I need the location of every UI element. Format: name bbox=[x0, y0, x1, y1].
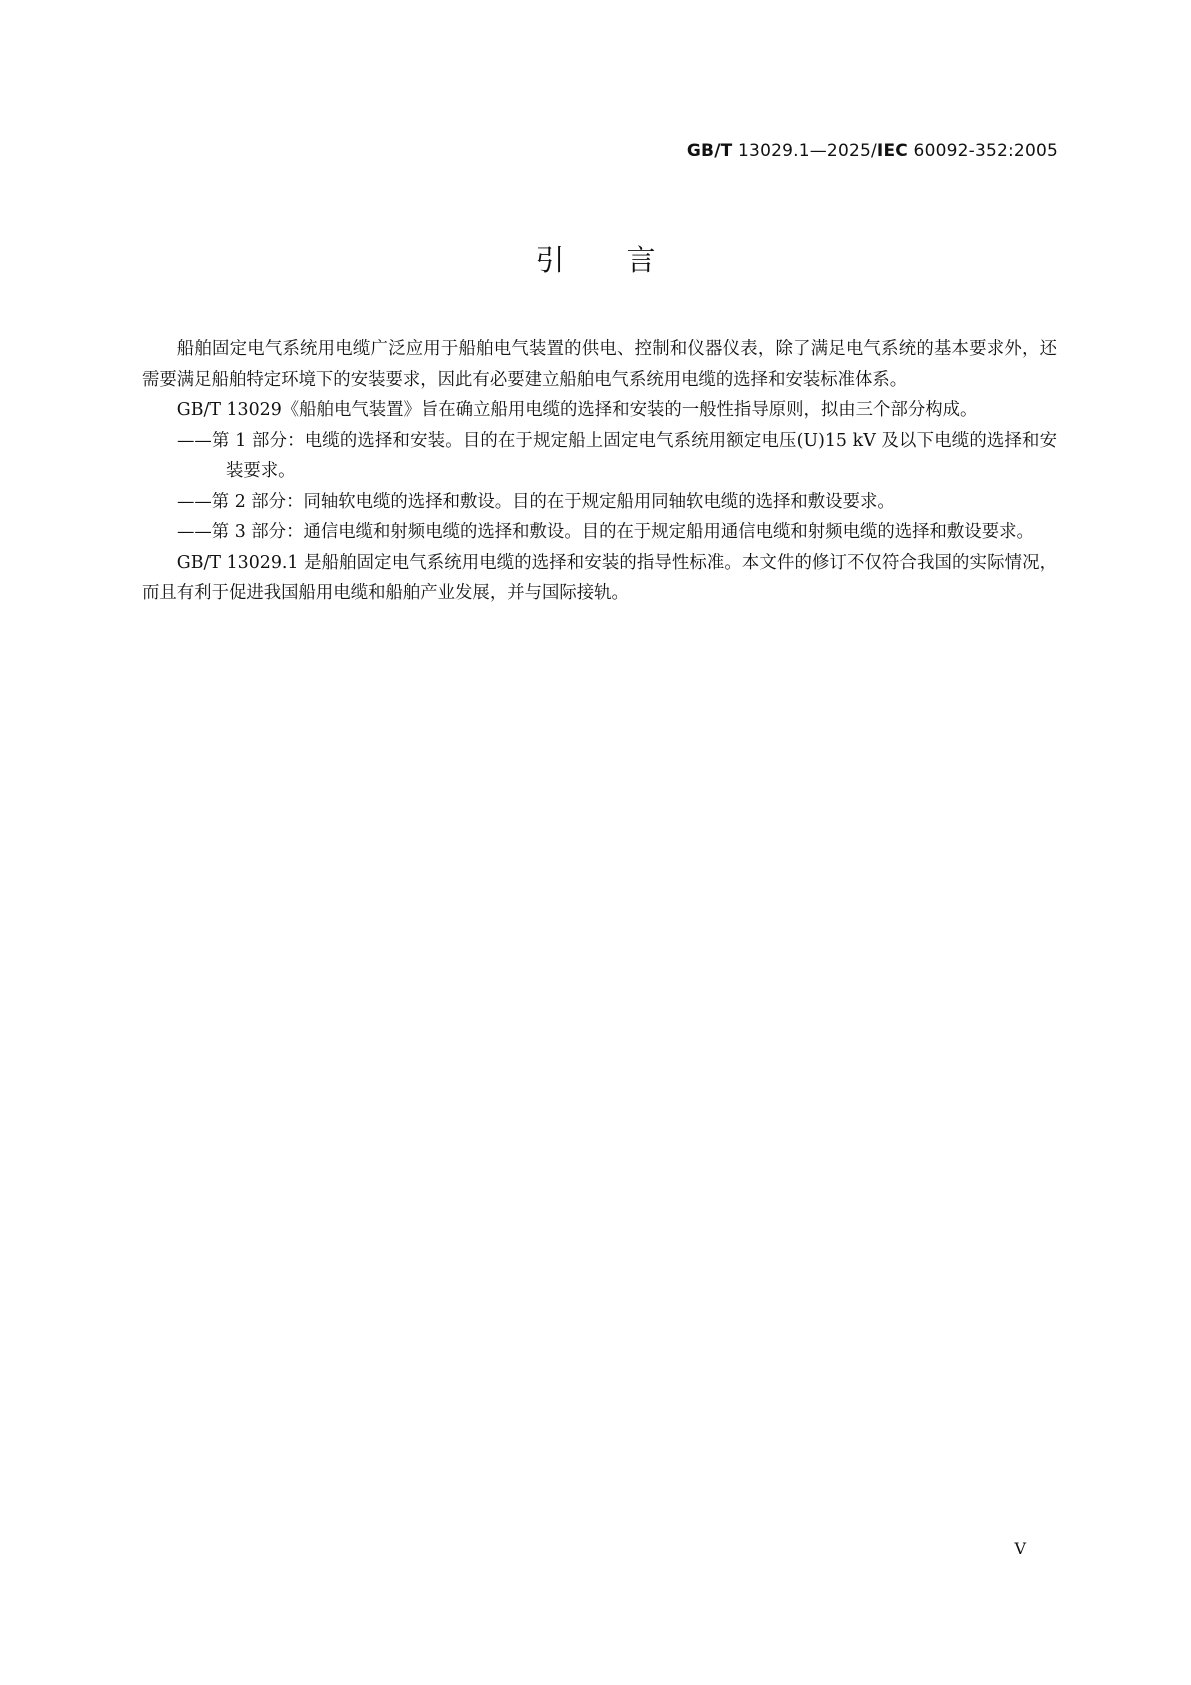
part-item-3: ——第 3 部分：通信电缆和射频电缆的选择和敷设。目的在于规定船用通信电缆和射频电缆的选择和敷设要求。 bbox=[177, 522, 1034, 542]
part-item-2: ——第 2 部分：同轴软电缆的选择和敷设。目的在于规定船用同轴软电缆的选择和敷设要求。 bbox=[177, 491, 895, 512]
part-item-1: ——第 1 部分：电缆的选择和安装。目的在于规定船上固定电气系统用额定电压(U)15 kV 及以下电缆的选择和安装要求。 bbox=[177, 430, 1057, 481]
page-title: 引言 bbox=[535, 243, 718, 277]
intro-paragraph-closing: GB/T 13029.1 是船舶固定电气系统用电缆的选择和安装的指导性标准。本文件的修订不仅符合我国的实际情况，而且有利于促进我国船用电缆和船舶产业发展，并与国际接轨。 bbox=[142, 552, 1057, 603]
standard-code-iec: IEC bbox=[876, 141, 908, 161]
standard-code-header bbox=[687, 141, 1058, 161]
standard-code-prefix: GB/T bbox=[686, 141, 733, 161]
standard-code-iec-number: 60092-352:2005 bbox=[913, 141, 1058, 161]
page-number: V bbox=[1014, 1539, 1026, 1558]
introduction-body bbox=[142, 334, 1057, 609]
intro-paragraph-1: 船舶固定电气系统用电缆广泛应用于船舶电气装置的供电、控制和仪器仪表，除了满足电气系统的基本要求外，还需要满足船舶特定环境下的安装要求，因此有必要建立船舶电气系统用电缆的选择和安装标准体系。 bbox=[142, 339, 1057, 390]
intro-paragraph-2: GB/T 13029《船舶电气装置》旨在确立船用电缆的选择和安装的一般性指导原则，拟由三个部分构成。 bbox=[176, 400, 978, 420]
standard-code-number: 13029.1—2025/ bbox=[738, 141, 877, 161]
